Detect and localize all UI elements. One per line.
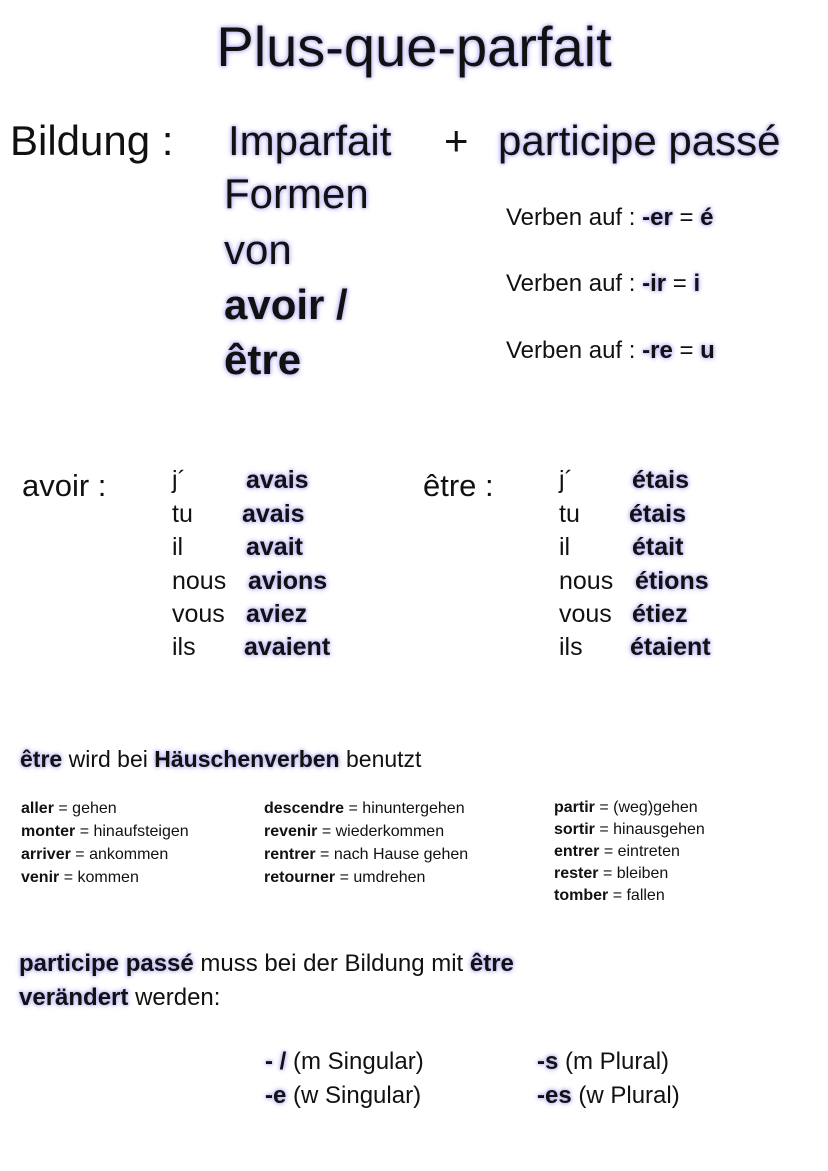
rule-result: u (700, 337, 715, 364)
list-item (264, 866, 468, 889)
list-item (21, 843, 189, 866)
pronoun: il (172, 533, 184, 561)
pronoun: vous (559, 600, 612, 628)
rule-equals: = (679, 337, 694, 364)
rule-er (506, 204, 714, 232)
verb-form: étiez (632, 600, 688, 628)
list-item (554, 819, 705, 841)
verb-form: avions (248, 567, 328, 595)
etre-label: être : (423, 468, 494, 503)
page-title: Plus-que-parfait (216, 15, 612, 78)
ending: -es (537, 1082, 572, 1109)
agreement-line-1 (19, 947, 514, 981)
rule-ending: -er (642, 204, 673, 231)
participe-passe-term: participe passé (19, 950, 194, 977)
verb-form: avaient (244, 633, 331, 661)
haeuschenverben-term: Häuschenverben (154, 746, 340, 772)
verb: descendre (264, 800, 345, 817)
ending-desc: (w Plural) (578, 1082, 680, 1109)
ending-w-plural (537, 1079, 680, 1113)
verb: partir (554, 799, 595, 816)
verb: tomber (554, 887, 609, 904)
verb: arriver (21, 846, 71, 863)
pronoun: nous (559, 567, 614, 595)
list-item (21, 866, 189, 889)
meaning: = hinuntergehen (348, 800, 465, 817)
rule-prefix: Verben auf : (506, 270, 636, 297)
verb-form: étions (635, 567, 709, 595)
rule-equals: = (679, 204, 694, 231)
verb-form: avais (242, 500, 305, 528)
haeuschen-heading (20, 746, 421, 773)
rule-prefix: Verben auf : (506, 337, 636, 364)
rule-ending: -re (642, 337, 673, 364)
verb-list-col2 (264, 797, 468, 889)
meaning: = bleiben (602, 865, 669, 882)
bildung-label: Bildung : (10, 117, 174, 164)
ending-m-plural (537, 1045, 669, 1079)
verb-form: étais (632, 466, 689, 494)
verb: revenir (264, 823, 318, 840)
imparfait-term: Imparfait (228, 117, 392, 164)
verb: sortir (554, 821, 595, 838)
ending-m-singular (265, 1045, 424, 1079)
meaning: = gehen (58, 800, 117, 817)
verb: entrer (554, 843, 600, 860)
pronoun: tu (559, 500, 580, 528)
rule-result: é (700, 204, 714, 231)
pronoun: nous (172, 567, 227, 595)
etre-term: être (469, 950, 514, 977)
list-item (554, 863, 705, 885)
verb-form: était (632, 533, 684, 561)
verb-form: étais (629, 500, 686, 528)
von-word: von (224, 226, 292, 273)
rule-ending: -ir (642, 270, 667, 297)
list-item (264, 820, 468, 843)
participe-passe-term: participe passé (498, 117, 781, 164)
meaning: = wiederkommen (321, 823, 445, 840)
verb-form: aviez (246, 600, 308, 628)
list-item (554, 885, 705, 907)
list-item (21, 797, 189, 820)
agreement-line-2 (19, 981, 220, 1015)
ending: -e (265, 1082, 287, 1109)
meaning: = hinausgehen (599, 821, 705, 838)
verb: rester (554, 865, 599, 882)
verb-form: avait (246, 533, 303, 561)
meaning: = umdrehen (339, 869, 426, 886)
heading-text: benutzt (346, 746, 422, 772)
list-item (554, 797, 705, 819)
ending: - / (265, 1048, 287, 1075)
agreement-text: muss bei der Bildung mit (200, 950, 464, 977)
avoir-slash-word: avoir / (224, 281, 348, 328)
verb-list-col1 (21, 797, 189, 889)
verb: rentrer (264, 846, 316, 863)
list-item (264, 797, 468, 820)
agreement-text: werden: (135, 984, 221, 1011)
etre-term: être (20, 746, 63, 772)
ending-desc: (m Singular) (293, 1048, 424, 1075)
veraendert-term: verändert (19, 984, 129, 1011)
list-item (264, 843, 468, 866)
formen-word: Formen (224, 170, 369, 217)
list-item (21, 820, 189, 843)
verb-list-col3 (554, 797, 705, 907)
heading-text: wird bei (68, 746, 148, 772)
pronoun: ils (172, 633, 196, 661)
ending-desc: (m Plural) (565, 1048, 670, 1075)
meaning: = hinaufsteigen (79, 823, 189, 840)
rule-re (506, 337, 715, 365)
verb-form: avais (246, 466, 309, 494)
rule-equals: = (672, 270, 687, 297)
pronoun: ils (559, 633, 583, 661)
verb-form: étaient (630, 633, 711, 661)
plus-sign: + (444, 117, 469, 164)
pronoun: j´ (559, 466, 573, 494)
meaning: = ankommen (75, 846, 169, 863)
pronoun: tu (172, 500, 193, 528)
pronoun: vous (172, 600, 225, 628)
ending: -s (537, 1048, 559, 1075)
verb: venir (21, 869, 60, 886)
pronoun: il (559, 533, 571, 561)
ending-desc: (w Singular) (293, 1082, 422, 1109)
verb: monter (21, 823, 76, 840)
meaning: = (weg)gehen (599, 799, 698, 816)
avoir-label: avoir : (22, 468, 107, 503)
pronoun: j´ (172, 466, 186, 494)
list-item (554, 841, 705, 863)
etre-word: être (224, 336, 302, 383)
meaning: = kommen (63, 869, 139, 886)
meaning: = nach Hause gehen (320, 846, 469, 863)
verb: retourner (264, 869, 336, 886)
meaning: = fallen (612, 887, 665, 904)
meaning: = eintreten (603, 843, 680, 860)
verb: aller (21, 800, 54, 817)
rule-ir (506, 270, 700, 298)
rule-result: i (693, 270, 701, 297)
ending-w-singular (265, 1079, 421, 1113)
rule-prefix: Verben auf : (506, 204, 636, 231)
